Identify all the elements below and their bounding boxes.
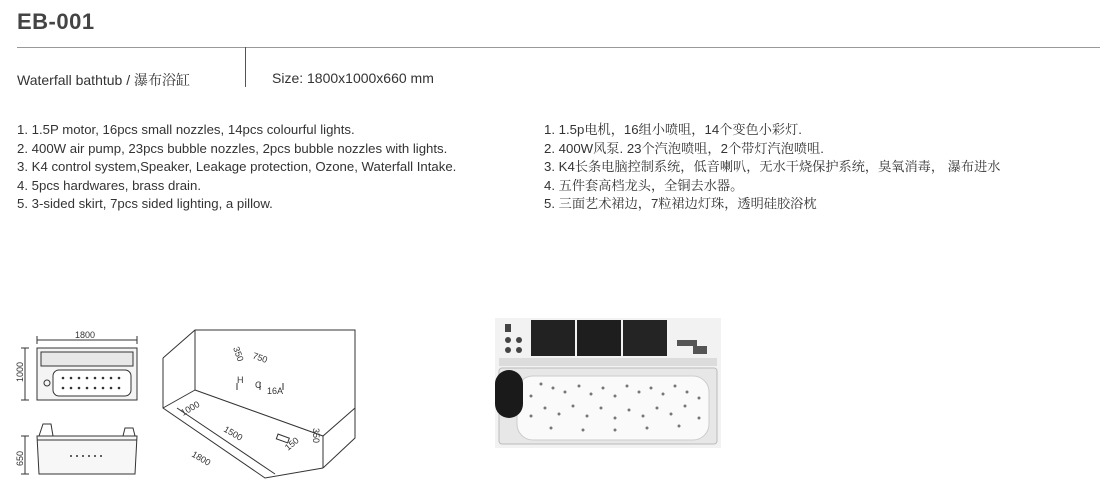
side-height-label: 650 (15, 450, 25, 466)
feature-zh-3: 3. K4长条电脑控制系统，低音喇叭，无水干烧保护系统，臭氧消毒， 瀑布进水 (544, 159, 1001, 174)
feature-zh-5: 5. 三面艺术裙边，7粒裙边灯珠，透明硅胶浴枕 (544, 196, 817, 211)
bathtub-headrest-panels (531, 320, 667, 356)
iso-350-label: 350 (231, 345, 246, 363)
iso-1800-label: 1800 (190, 449, 213, 468)
iso-16a-label: 16A (267, 386, 284, 396)
features-chinese (544, 121, 1100, 214)
model-number: EB-001 (17, 9, 95, 34)
iso-1500-label: 1500 (222, 424, 245, 443)
iso-1000-label: 1000 (179, 399, 202, 418)
feature-en-2: 2. 400W air pump, 23pcs bubble nozzles, 2pcs bubble nozzles with lights. (17, 140, 448, 156)
top-depth-label: 1000 (15, 361, 25, 382)
header-vertical-divider (245, 47, 246, 87)
iso-750-label: 750 (251, 350, 269, 366)
feature-zh-2: 2. 400W风泵. 23个汽泡喷咀，2个带灯汽泡喷咀. (544, 140, 824, 156)
product-size: Size: 1800x1000x660 mm (272, 70, 434, 86)
iso-150-label: 150 (282, 435, 301, 453)
feature-en-3: 3. K4 control system,Speaker, Leakage protection, Ozone, Waterfall Intake. (17, 159, 457, 174)
product-name: Waterfall bathtub / 瀑布浴缸 (17, 72, 190, 88)
feature-zh-4: 4. 五件套高档龙头，全铜去水器。 (544, 177, 744, 193)
feature-zh-1: 1. 1.5p电机，16组小喷咀，14个变色小彩灯. (544, 122, 802, 137)
side-view-drawing (21, 424, 137, 474)
feature-en-1: 1. 1.5P motor, 16pcs small nozzles, 14pcs colourful lights. (17, 122, 355, 137)
features-english (17, 121, 527, 214)
header-divider (17, 47, 1100, 48)
iso-h-label: H (237, 375, 244, 385)
feature-en-4: 4. 5pcs hardwares, brass drain. (17, 177, 201, 193)
top-width-label: 1800 (75, 330, 96, 340)
top-view-drawing (21, 336, 137, 400)
feature-en-5: 5. 3-sided skirt, 7pcs sided lighting, a pillow. (17, 196, 273, 211)
iso-c-label: C (255, 380, 262, 390)
iso-350b-label: 350 (311, 428, 321, 444)
bathtub-photo (495, 318, 721, 448)
bathtub-pillow (495, 370, 523, 418)
technical-drawing (15, 328, 360, 488)
